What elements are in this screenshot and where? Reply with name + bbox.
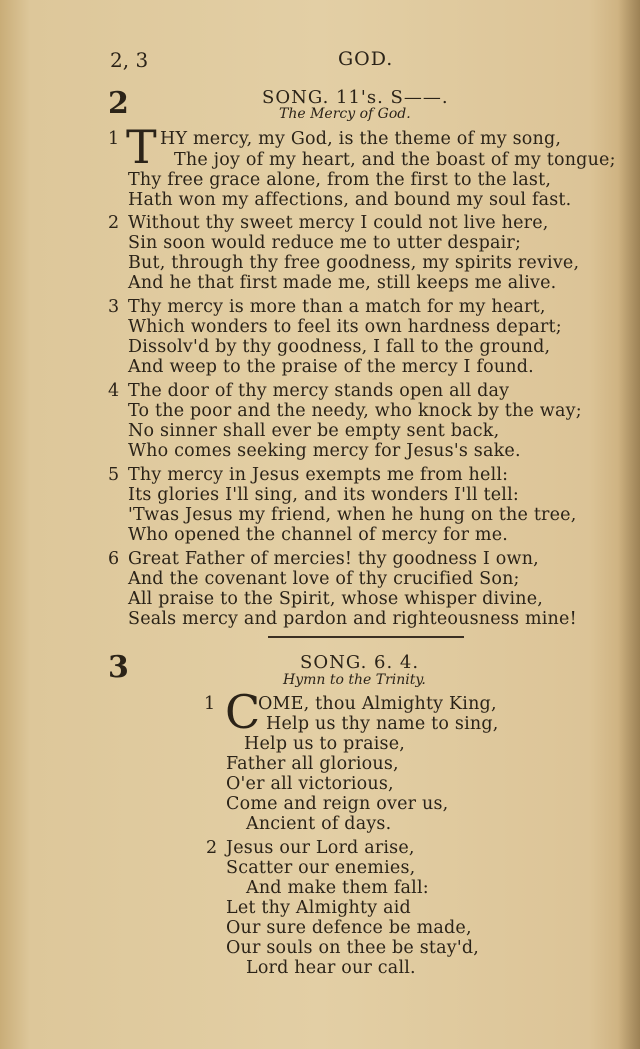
verse-number: 6 [108, 549, 120, 569]
verse-line: Who comes seeking mercy for Jesus's sake. [128, 441, 521, 461]
verse-line: Jesus our Lord arise, [226, 838, 415, 858]
verse-line: OME, thou Almighty King, [258, 694, 497, 714]
verse-number: 3 [108, 297, 120, 317]
verse-line: Its glories I'll sing, and its wonders I'll tell: [128, 485, 519, 505]
verse-number: 2 [108, 213, 120, 233]
verse-number: 1 [204, 694, 216, 714]
verse-line: No sinner shall ever be empty sent back, [128, 421, 500, 441]
running-head: GOD. [338, 48, 394, 70]
song-subtitle: The Mercy of God. [279, 106, 411, 122]
verse-line: Help us thy name to sing, [266, 714, 499, 734]
verse-line: All praise to the Spirit, whose whisper divine, [128, 589, 544, 609]
verse-line: O'er all victorious, [226, 774, 394, 794]
verse-number: 1 [108, 129, 120, 149]
verse-line: Which wonders to feel its own hardness depart; [128, 317, 562, 337]
verse-line: 'Twas Jesus my friend, when he hung on the tree, [128, 505, 577, 525]
verse-line: Sin soon would reduce me to utter despair; [128, 233, 522, 253]
verse-line: Hath won my affections, and bound my soul fast. [128, 190, 572, 210]
verse-line: HY mercy, my God, is the theme of my song, [160, 129, 562, 149]
verse-line: The joy of my heart, and the boast of my tongue; [174, 150, 616, 170]
verse-line: Ancient of days. [246, 814, 392, 834]
verse-line: The door of thy mercy stands open all day [128, 381, 510, 401]
verse-line: But, through thy free goodness, my spirits revive, [128, 253, 580, 273]
verse-line: Dissolv'd by thy goodness, I fall to the ground, [128, 337, 551, 357]
song-title: SONG. 6. 4. [300, 652, 420, 673]
song-title: SONG. 11's. S——. [262, 87, 449, 108]
verse-number: 2 [206, 838, 218, 858]
verse-number: 4 [108, 381, 120, 401]
verse-line: Come and reign over us, [226, 794, 449, 814]
verse-line: Scatter our enemies, [226, 858, 416, 878]
verse-line: Seals mercy and pardon and righteousness mine! [128, 609, 577, 629]
verse-line: Thy mercy in Jesus exempts me from hell: [128, 465, 509, 485]
verse-line: Lord hear our call. [246, 958, 416, 978]
drop-cap: C [225, 685, 261, 739]
verse-number: 5 [108, 465, 120, 485]
verse-line: And he that first made me, still keeps me alive. [128, 273, 557, 293]
verse-line: And the covenant love of thy crucified Son; [128, 569, 520, 589]
drop-cap: T [126, 120, 157, 174]
page-number: 2, 3 [110, 48, 149, 72]
verse-line: Great Father of mercies! thy goodness I own, [128, 549, 539, 569]
verse-line: Our sure defence be made, [226, 918, 472, 938]
verse-line: Thy mercy is more than a match for my heart, [128, 297, 546, 317]
verse-line: Father all glorious, [226, 754, 399, 774]
verse-line: Thy free grace alone, from the first to the last, [128, 170, 552, 190]
verse-line: Without thy sweet mercy I could not live here, [128, 213, 549, 233]
verse-line: Our souls on thee be stay'd, [226, 938, 480, 958]
verse-line: Let thy Almighty aid [226, 898, 411, 918]
verse-line: And make them fall: [246, 878, 429, 898]
verse-line: Who opened the channel of mercy for me. [128, 525, 509, 545]
verse-line: And weep to the praise of the mercy I found. [128, 357, 534, 377]
verse-line: Help us to praise, [244, 734, 406, 754]
section-divider [268, 636, 464, 638]
song-subtitle: Hymn to the Trinity. [283, 672, 426, 688]
page-edge-shadow [618, 0, 640, 1049]
verse-line: To the poor and the needy, who knock by the way; [128, 401, 582, 421]
song-number: 2 [108, 86, 129, 121]
song-number: 3 [108, 650, 129, 685]
